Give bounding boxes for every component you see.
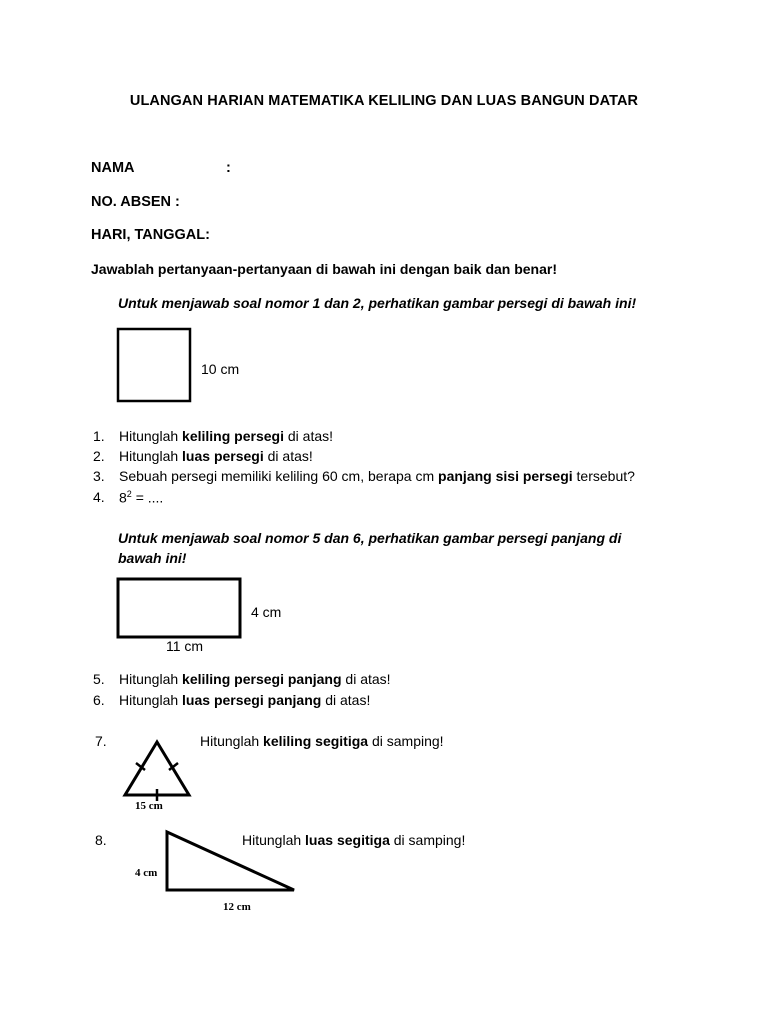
question-number: 5.	[93, 671, 105, 687]
question-8-text: Hitunglah luas segitiga di samping!	[242, 832, 466, 848]
right-triangle-height-label: 4 cm	[135, 867, 158, 879]
triangle-side-label: 15 cm	[135, 800, 163, 812]
rectangle-height-label: 4 cm	[251, 604, 282, 620]
instruction: Jawablah pertanyaan-pertanyaan di bawah ini dengan baik dan benar!	[91, 261, 558, 277]
question-text: $8^2$ = ....	[119, 489, 164, 506]
question-text: Hitunglah luas persegi panjang di atas!	[119, 692, 371, 708]
rectangle-shape	[118, 579, 240, 637]
field-tanggal-label: HARI, TANGGAL:	[91, 227, 210, 243]
field-nama-colon: :	[226, 160, 231, 176]
note-square: Untuk menjawab soal nomor 1 dan 2, perhatikan gambar persegi di bawah ini!	[118, 295, 637, 311]
square-shape	[118, 329, 190, 401]
rectangle-figure	[116, 577, 243, 641]
question-text: Hitunglah luas persegi di atas!	[119, 448, 313, 464]
field-nama-label: NAMA	[91, 160, 135, 176]
field-absen-label: NO. ABSEN :	[91, 194, 180, 210]
note-rectangle-line1: Untuk menjawab soal nomor 5 dan 6, perhatikan gambar persegi panjang di	[118, 530, 622, 546]
right-triangle-shape	[167, 832, 294, 890]
question-number: 1.	[93, 428, 105, 444]
square-side-label: 10 cm	[201, 361, 240, 377]
right-triangle-base-label: 12 cm	[223, 901, 251, 913]
rectangle-width-label: 11 cm	[166, 638, 204, 654]
question-number: 2.	[93, 448, 105, 464]
square-figure	[116, 327, 194, 403]
page-title: ULANGAN HARIAN MATEMATIKA KELILING DAN LUAS BANGUN DATAR	[129, 93, 639, 109]
question-text: Sebuah persegi memiliki keliling 60 cm, berapa cm panjang sisi persegi tersebut?	[119, 468, 635, 484]
question-number: 6.	[93, 692, 105, 708]
question-7-text: Hitunglah keliling segitiga di samping!	[200, 733, 444, 749]
question-text: Hitunglah keliling persegi panjang di atas!	[119, 671, 391, 687]
note-rectangle-line2: bawah ini!	[118, 550, 187, 566]
question-7-number: 7.	[95, 733, 107, 749]
right-triangle-figure	[163, 829, 299, 894]
question-number: 4.	[93, 489, 105, 505]
question-text: Hitunglah keliling persegi di atas!	[119, 428, 334, 444]
question-number: 3.	[93, 468, 105, 484]
equilateral-triangle-figure	[118, 735, 198, 803]
triangle-shape	[125, 742, 189, 795]
question-8-number: 8.	[95, 832, 107, 848]
